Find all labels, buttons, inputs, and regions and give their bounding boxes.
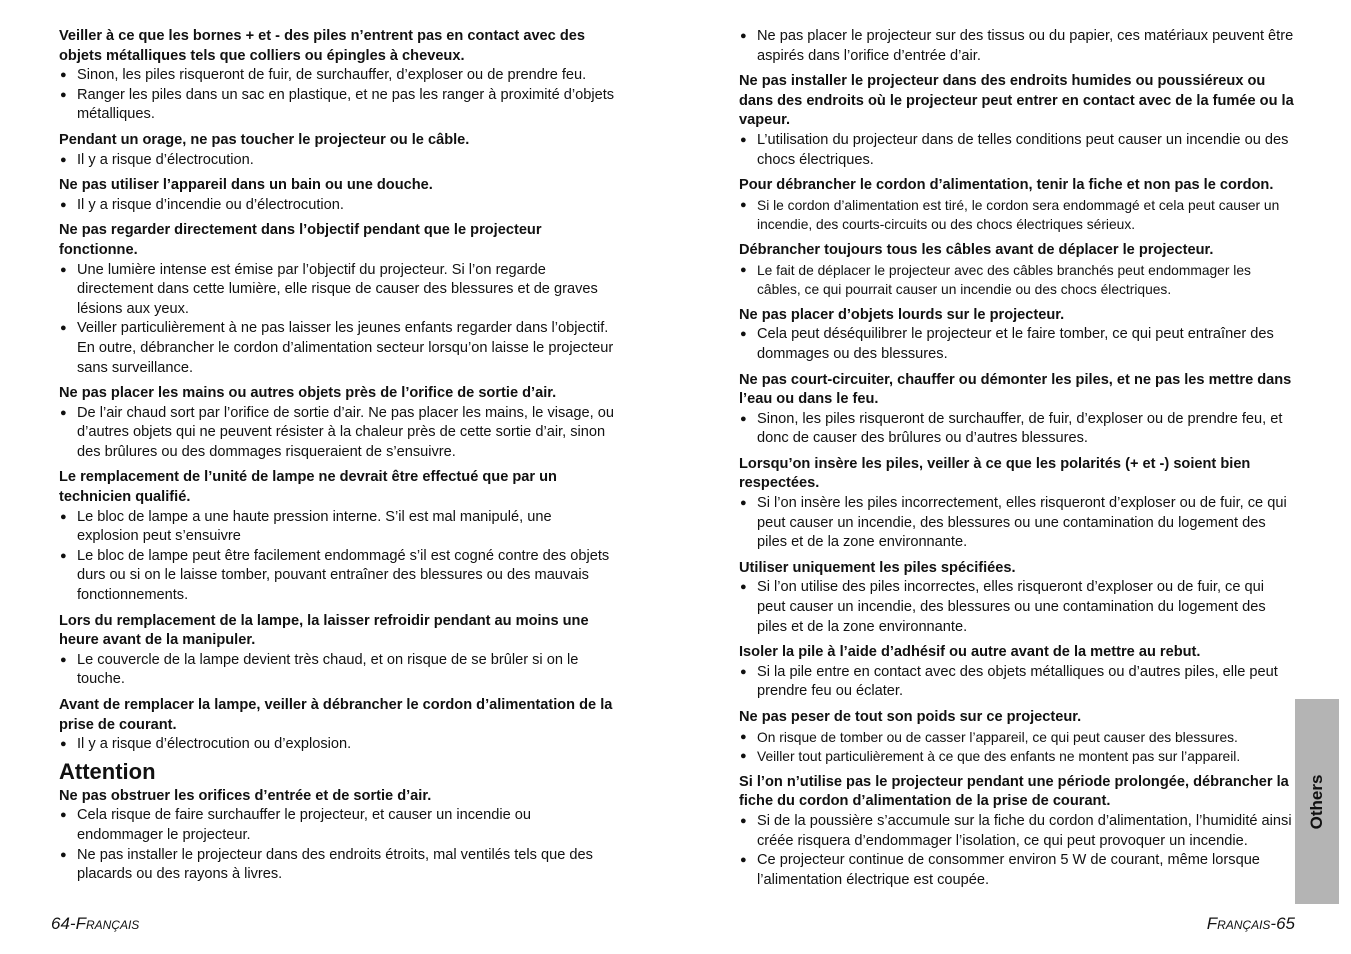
bullet-item: ● Si l’on utilise des piles incorrectes, elles risqueront d’exploser ou de fuir, ce qui peut causer un incendie, des blessures ou une contamination du logement des piles et de la zone environnante. (739, 578, 1294, 637)
bullet-list (59, 508, 615, 606)
warning-section (739, 708, 1294, 767)
warning-section (739, 306, 1294, 365)
bullet-item: ● Le fait de déplacer le projecteur avec des câbles branchés peut endommager les câbles, ce qui pourrait causer un incendie ou des chocs électriques. (739, 261, 1294, 300)
warning-section (739, 559, 1294, 637)
side-tab-others[interactable] (1295, 699, 1339, 904)
bullet-list (59, 66, 615, 125)
warning-section (59, 468, 615, 605)
bullet-list (739, 325, 1294, 364)
bullet-list (59, 151, 615, 171)
section-heading: Ne pas regarder directement dans l’objectif pendant que le projecteur fonctionne. (59, 222, 542, 258)
bullet-item: ● Veiller particulièrement à ne pas laisser les jeunes enfants regarder dans l’objectif. En outre, débrancher le cordon d’alimentation secteur lorsqu’on laisse le projecteur sans surveillance. (59, 319, 615, 378)
bullet-list (59, 404, 615, 463)
bullet-list (739, 578, 1294, 637)
left-column (59, 27, 615, 885)
bullet-item: ● Cela peut déséquilibrer le projecteur et le faire tomber, ce qui peut entraîner des dommages ou des blessures. (739, 325, 1294, 364)
warning-section (739, 455, 1294, 553)
bullet-item: ● Sinon, les piles risqueront de fuir, de surchauffer, d’exploser ou de prendre feu. (59, 66, 615, 86)
section-heading: Si l’on n’utilise pas le projecteur pendant une période prolongée, débrancher la fiche du cordon d’alimentation de la prise de courant. (739, 773, 1289, 810)
section-heading: Pour débrancher le cordon d’alimentation, tenir la fiche et non pas le cordon. (739, 177, 1274, 194)
bullet-list (739, 812, 1294, 890)
bullet-list (739, 131, 1294, 170)
warning-section (59, 27, 615, 125)
bullet-item: ● Si la pile entre en contact avec des objets métalliques ou d’autres piles, elle peut prendre feu ou éclater. (739, 663, 1294, 702)
bullet-list (739, 663, 1294, 702)
warning-section (59, 131, 615, 170)
bullet-list (739, 410, 1294, 449)
bullet-list (739, 728, 1294, 767)
section-heading: Ne pas installer le projecteur dans des endroits humides ou poussiéreux ou dans des endroits où le projecteur peut entrer en contact avec de la fumée ou la vapeur. (739, 73, 1294, 129)
warning-section (739, 27, 1294, 66)
warning-section (59, 787, 615, 885)
section-heading: Utiliser uniquement les piles spécifiées. (739, 559, 1016, 576)
section-heading: Pendant un orage, ne pas toucher le projecteur ou le câble. (59, 131, 470, 148)
bullet-item: ● Le bloc de lampe a une haute pression interne. S’il est mal manipulé, une explosion peut s’ensuivre (59, 508, 615, 547)
page-number-right: Français-65 (1206, 914, 1295, 933)
bullet-list (739, 494, 1294, 553)
bullet-list (59, 196, 615, 216)
bullet-item: ● Il y a risque d’incendie ou d’électrocution. (59, 196, 615, 216)
bullet-item: ● On risque de tomber ou de casser l’appareil, ce qui peut causer des blessures. (739, 728, 1294, 748)
bullet-list (59, 735, 615, 755)
bullet-list (739, 196, 1294, 235)
side-tab-label: Others (1307, 774, 1326, 829)
bullet-item: ● De l’air chaud sort par l’orifice de sortie d’air. Ne pas placer les mains, le visage, ou d’autres objets qui ne peuvent résister à la chaleur près de cette sortie d’air, sinon des brûlures ou des dommages risqueraient de s’ensuivre. (59, 404, 615, 463)
bullet-item: ● Ne pas installer le projecteur dans des endroits étroits, mal ventilés tels que des placards ou des rayons à livres. (59, 846, 615, 885)
warning-section (739, 176, 1294, 235)
bullet-item: ● Il y a risque d’électrocution ou d’explosion. (59, 735, 615, 755)
left-bottom-sections (59, 787, 615, 885)
attention-title: Attention (59, 758, 156, 784)
bullet-item: ● Ce projecteur continue de consommer environ 5 W de courant, même lorsque l’alimentation électrique est coupée. (739, 851, 1294, 890)
warning-section (59, 176, 615, 215)
bullet-item: ● Une lumière intense est émise par l’objectif du projecteur. Si l’on regarde directement dans cette lumière, elle risque de causer des blessures et de graves lésions aux yeux. (59, 261, 615, 320)
bullet-item: ● Sinon, les piles risqueront de surchauffer, de fuir, d’exploser ou de prendre feu, et donc de causer des brûlures ou d’autres blessures. (739, 410, 1294, 449)
section-heading: Isoler la pile à l’aide d’adhésif ou autre avant de la mettre au rebut. (739, 644, 1201, 661)
warning-section (59, 612, 615, 690)
bullet-item: ● Ranger les piles dans un sac en plastique, et ne pas les ranger à proximité d’objets métalliques. (59, 86, 615, 125)
section-heading: Lors du remplacement de la lampe, la laisser refroidir pendant au moins une heure avant de la manipuler. (59, 612, 589, 649)
bullet-item: ● Si l’on insère les piles incorrectement, elles risqueront d’exploser ou de fuir, ce qui peut causer un incendie, des blessures ou une contamination du logement des piles et de la zone environnante. (739, 494, 1294, 553)
section-heading: Ne pas placer d’objets lourds sur le projecteur. (739, 306, 1065, 323)
left-top-sections (59, 27, 615, 755)
section-heading: Ne pas obstruer les orifices d’entrée et de sortie d’air. (59, 787, 432, 804)
warning-section (739, 773, 1294, 891)
section-heading: Avant de remplacer la lampe, veiller à débrancher le cordon d’alimentation de la prise de courant. (59, 697, 613, 733)
warning-section (739, 72, 1294, 170)
section-heading: Ne pas court-circuiter, chauffer ou démonter les piles, et ne pas les mettre dans l’eau ou dans le feu. (739, 371, 1292, 408)
bullet-item: ● Il y a risque d’électrocution. (59, 151, 615, 171)
bullet-item: ● Ne pas placer le projecteur sur des tissus ou du papier, ces matériaux peuvent être aspirés dans l’orifice d’entrée d’air. (739, 27, 1294, 66)
bullet-list (59, 651, 615, 690)
bullet-list (739, 261, 1294, 300)
bullet-item: ● Si le cordon d’alimentation est tiré, le cordon sera endommagé et cela peut causer un incendie, des courts-circuits ou des chocs électriques sérieux. (739, 196, 1294, 235)
warning-section (59, 221, 615, 378)
warning-section (59, 696, 615, 755)
bullet-list (59, 261, 615, 379)
page-number-left: 64-Français (51, 914, 140, 933)
section-heading: Le remplacement de l’unité de lampe ne devrait être effectué que par un technicien qualifié. (59, 469, 557, 506)
bullet-list (59, 806, 615, 884)
bullet-item: ● Le bloc de lampe peut être facilement endommagé s’il est cogné contre des objets durs ou si on le laisse tomber, pouvant entraîner des blessures ou des mauvais fonctionnements. (59, 547, 615, 606)
bullet-item: ● Si de la poussière s’accumule sur la fiche du cordon d’alimentation, l’humidité ainsi créée risquera d’endommager l’isolation, ce qui peut provoquer un incendie. (739, 812, 1294, 851)
warning-section (59, 384, 615, 462)
bullet-item: ● Le couvercle de la lampe devient très chaud, et on risque de se brûler si on le touche. (59, 651, 615, 690)
section-heading: Ne pas peser de tout son poids sur ce projecteur. (739, 709, 1082, 725)
bullet-list (739, 27, 1294, 66)
section-heading: Veiller à ce que les bornes + et - des piles n’entrent pas en contact avec des objets métalliques tels que colliers ou épingles à cheveux. (59, 28, 585, 64)
bullet-item: ● Cela risque de faire surchauffer le projecteur, et causer un incendie ou endommager le projecteur. (59, 806, 615, 845)
warning-section (739, 643, 1294, 702)
section-heading: Débrancher toujours tous les câbles avant de déplacer le projecteur. (739, 241, 1214, 258)
right-sections (739, 27, 1294, 890)
bullet-item: ● Veiller tout particulièrement à ce que des enfants ne montent pas sur l’appareil. (739, 747, 1294, 767)
right-column (739, 27, 1294, 890)
section-heading: Lorsqu’on insère les piles, veiller à ce que les polarités (+ et -) soient bien respectées. (739, 455, 1251, 492)
warning-section (739, 371, 1294, 449)
section-heading: Ne pas utiliser l’appareil dans un bain ou une douche. (59, 177, 433, 194)
bullet-item: ● L’utilisation du projecteur dans de telles conditions peut causer un incendie ou des chocs électriques. (739, 131, 1294, 170)
section-heading: Ne pas placer les mains ou autres objets près de l’orifice de sortie d’air. (59, 385, 557, 402)
warning-section (739, 241, 1294, 300)
